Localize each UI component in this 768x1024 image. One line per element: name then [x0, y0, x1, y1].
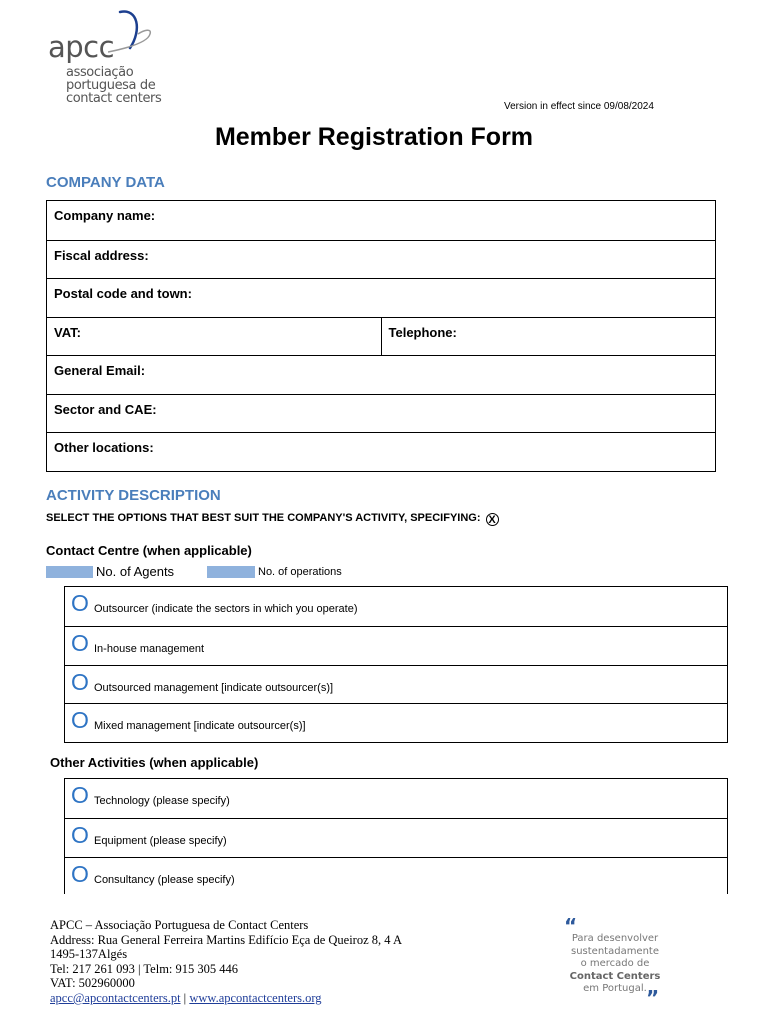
footer-links — [50, 991, 402, 1006]
logo-swoosh-icon — [108, 8, 154, 60]
telephone-field[interactable] — [381, 318, 716, 356]
postal-code-row[interactable] — [47, 278, 715, 317]
radio-circle-icon[interactable]: O — [71, 590, 89, 616]
telephone-label: Telephone: — [388, 324, 457, 340]
radio-circle-icon[interactable]: O — [71, 860, 89, 887]
agents-input[interactable] — [46, 566, 93, 578]
contact-centre-heading: Contact Centre (when applicable) — [46, 543, 252, 558]
apcc-logo — [48, 8, 162, 108]
contact-centre-options — [64, 586, 728, 743]
option-label: Outsourced management [indicate outsourcer(s)] — [94, 681, 334, 694]
other-locations-row[interactable] — [47, 432, 715, 471]
footer-postal: 1495-137Algés — [50, 947, 128, 962]
other-locations-label: Other locations: — [54, 440, 154, 455]
company-name-label: Company name: — [54, 208, 156, 223]
logo-wordmark: apcc — [48, 30, 115, 64]
vat-telephone-row — [47, 317, 715, 356]
radio-circle-icon[interactable]: O — [71, 782, 89, 808]
company-data-heading: COMPANY DATA — [46, 174, 165, 191]
vat-label: VAT: — [54, 324, 81, 340]
general-email-label: General Email: — [54, 363, 146, 378]
company-data-table — [46, 200, 716, 472]
option-label: Mixed management [indicate outsourcer(s)] — [94, 720, 306, 733]
email-link[interactable]: apcc@apcontactcenters.pt — [50, 990, 181, 1005]
logo-subtitle: associação portuguesa de contact centers — [66, 65, 162, 106]
sector-cae-row[interactable] — [47, 394, 715, 433]
vat-field[interactable] — [47, 318, 381, 356]
footer-line: APCC – Associação Portuguesa de Contact Centers — [50, 918, 309, 932]
option-label: Technology (please specify) — [94, 795, 230, 807]
operations-label: No. of operations — [258, 566, 342, 578]
radio-circle-icon[interactable]: O — [71, 629, 89, 656]
radio-circle-icon[interactable]: O — [71, 668, 89, 695]
postal-code-label: Postal code and town: — [54, 286, 192, 301]
page-title: Member Registration Form — [214, 123, 534, 151]
sector-cae-label: Sector and CAE: — [54, 401, 157, 417]
option-equipment[interactable] — [65, 818, 727, 857]
fiscal-address-label: Fiscal address: — [54, 247, 149, 263]
option-in-house[interactable] — [65, 626, 727, 665]
activity-instruction — [46, 512, 499, 526]
activity-description-heading: ACTIVITY DESCRIPTION — [46, 487, 221, 504]
radio-circle-icon[interactable]: O — [71, 707, 89, 734]
slogan-text: Para desenvolver sustentadamente o mercado de Contact Centers em Portugal. — [569, 933, 661, 994]
option-technology[interactable] — [65, 779, 727, 818]
option-label: Equipment (please specify) — [94, 834, 227, 847]
activity-instruction-text: SELECT THE OPTIONS THAT BEST SUIT THE COMPANY'S ACTIVITY, SPECIFYING: — [46, 512, 481, 524]
version-note: Version in effect since 09/08/2024 — [504, 101, 654, 112]
option-label: In-house management — [94, 642, 205, 655]
option-outsourced-management[interactable] — [65, 665, 727, 704]
other-activities-options — [64, 778, 728, 894]
radio-circle-icon[interactable]: O — [71, 821, 89, 848]
fiscal-address-row[interactable] — [47, 240, 715, 279]
footer-address: Address: Rua General Ferreira Martins Edifício Eça de Queiroz 8, 4 A — [50, 932, 402, 947]
open-quote-icon: “ — [564, 914, 578, 938]
footer-vat: VAT: 502960000 — [50, 976, 135, 991]
link-separator: | — [183, 990, 187, 1005]
option-outsourcer[interactable] — [65, 587, 727, 626]
footer-phone: Tel: 217 261 093 | Telm: 915 305 446 — [50, 961, 239, 976]
agents-label: No. of Agents — [96, 564, 175, 579]
slogan-quote — [560, 914, 670, 1010]
other-activities-heading: Other Activities (when applicable) — [50, 755, 259, 770]
option-consultancy[interactable] — [65, 857, 727, 894]
option-mixed-management[interactable] — [65, 703, 727, 742]
general-email-row[interactable] — [47, 355, 715, 394]
option-label: Consultancy (please specify) — [94, 873, 235, 886]
footer-contact — [50, 918, 402, 1006]
close-quote-icon: ” — [646, 986, 660, 1010]
operations-input[interactable] — [207, 566, 255, 578]
checked-mark-icon: X — [486, 513, 499, 526]
company-name-row[interactable] — [47, 201, 715, 240]
option-label: Outsourcer (indicate the sectors in which you operate) — [94, 603, 358, 615]
website-link[interactable]: www.apcontactcenters.org — [189, 990, 322, 1005]
